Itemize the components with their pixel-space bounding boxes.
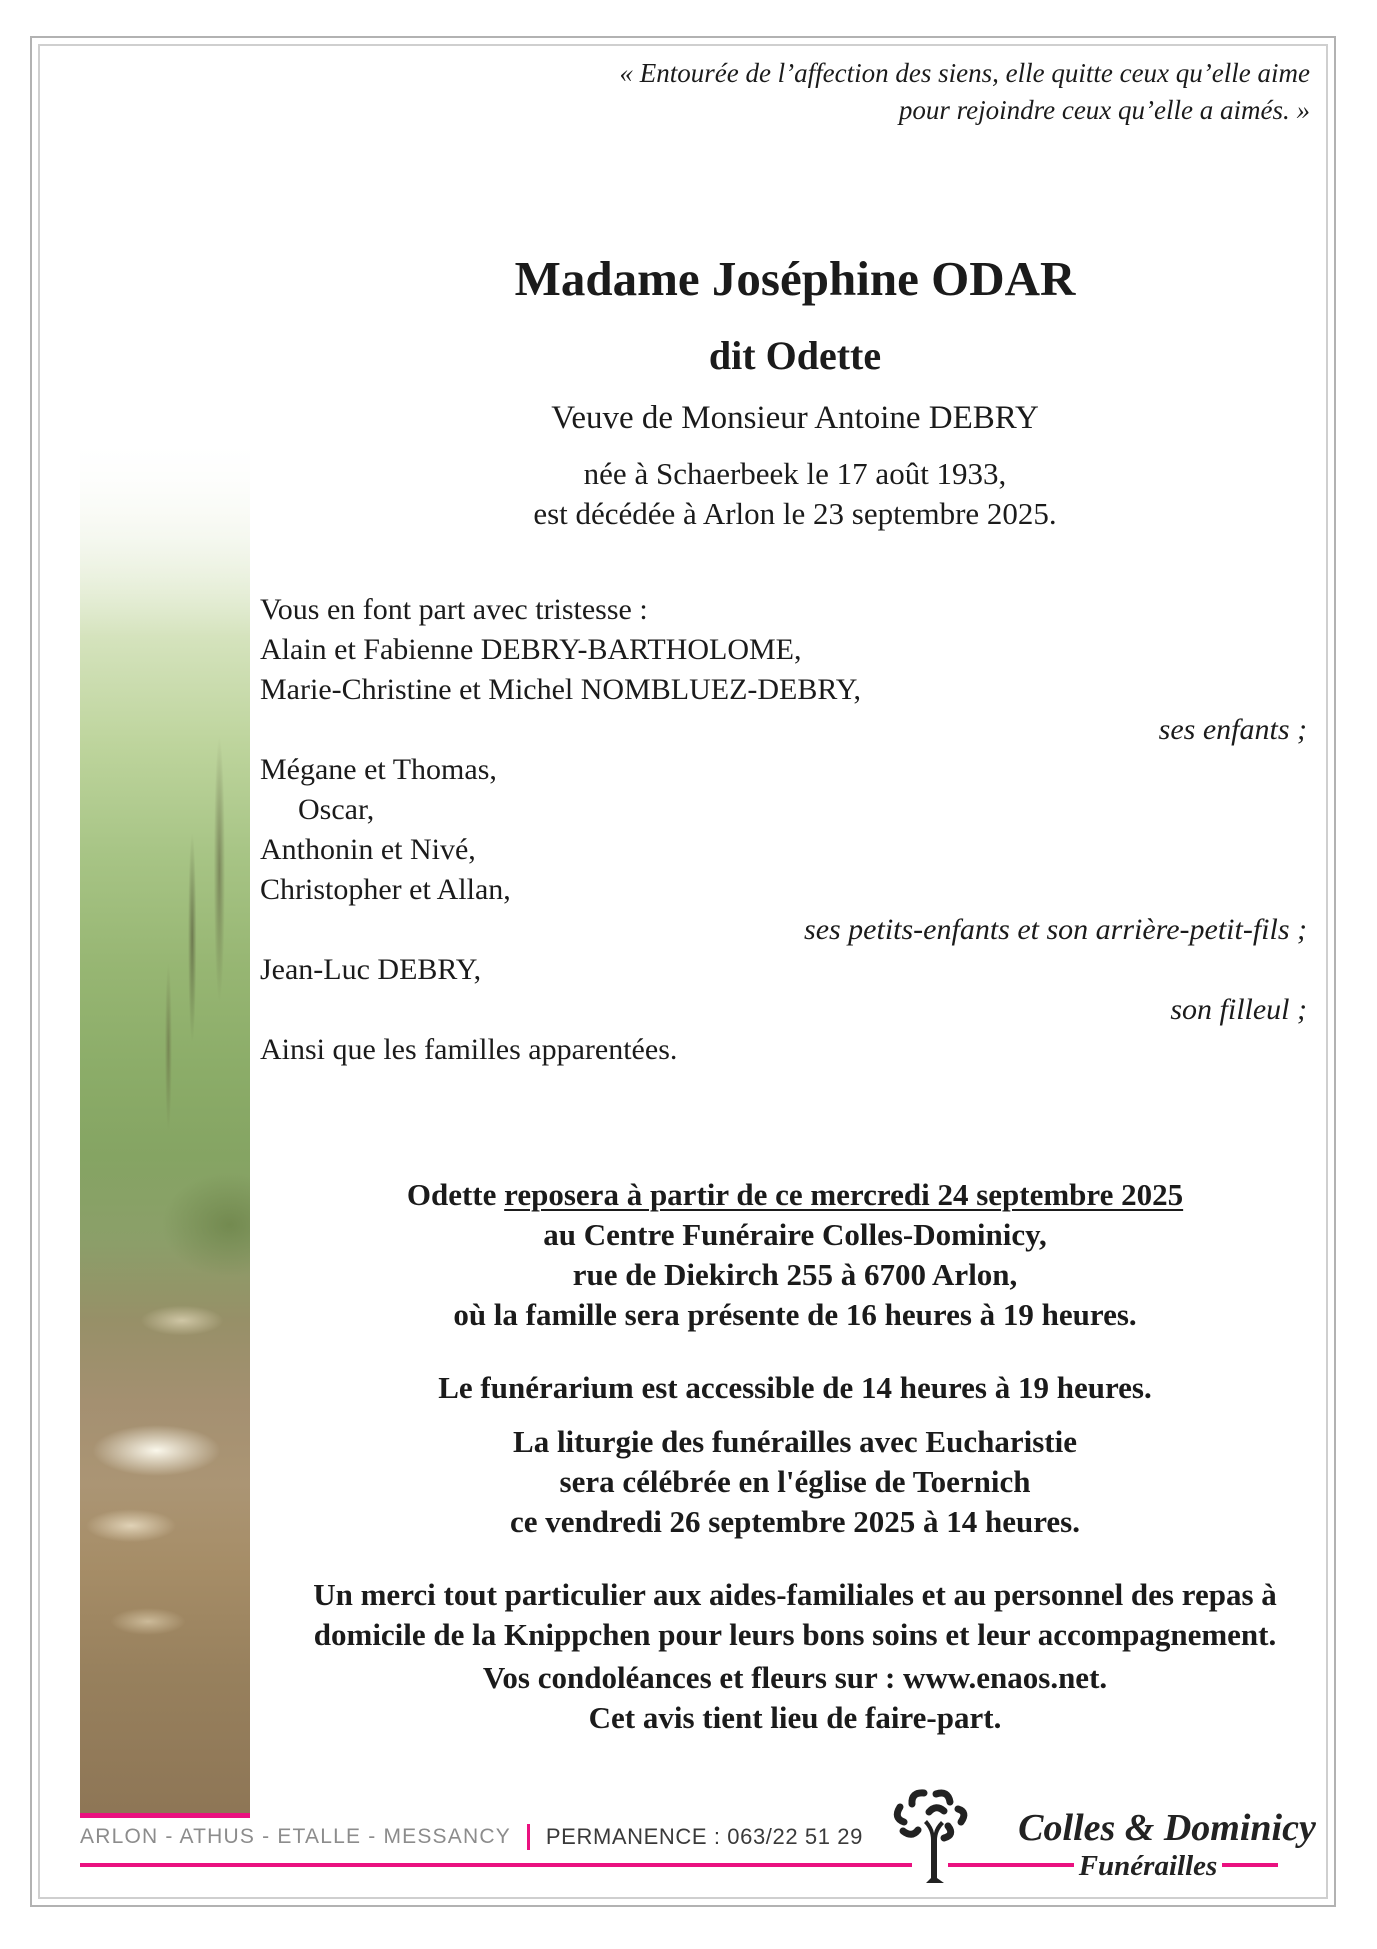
repose-line-3: rue de Diekirch 255 à 6700 Arlon, bbox=[572, 1257, 1018, 1292]
funerarium-line: Le funérarium est accessible de 14 heures à 19 heures. bbox=[438, 1370, 1152, 1405]
liturgy-line-3: ce vendredi 26 septembre 2025 à 14 heures. bbox=[509, 1504, 1080, 1539]
notice-block bbox=[250, 1698, 1340, 1738]
family-child: Alain et Fabienne DEBRY-BARTHOLOME, bbox=[260, 633, 802, 666]
family-child: Marie-Christine et Michel NOMBLUEZ-DEBRY, bbox=[260, 673, 862, 706]
repose-line-1 bbox=[250, 1175, 1340, 1215]
photo-accent-underline bbox=[80, 1813, 250, 1818]
children-label: ses enfants ; bbox=[1158, 713, 1307, 746]
thanks-line-2: domicile de la Knippchen pour leurs bons soins et leur accompagnement. bbox=[313, 1617, 1277, 1652]
family-grandchild: Oscar, bbox=[298, 793, 375, 826]
birth-line: née à Schaerbeek le 17 août 1933, bbox=[583, 456, 1007, 491]
footer-locations: ARLON - ATHUS - ETALLE - MESSANCY bbox=[80, 1825, 511, 1848]
death-line: est décédée à Arlon le 23 septembre 2025. bbox=[533, 496, 1057, 531]
godson-label: son filleul ; bbox=[1170, 993, 1307, 1026]
brand-name: Colles & Dominicy bbox=[1018, 1807, 1316, 1849]
repose-date-underlined: reposera à partir de ce mercredi 24 septembre 2025 bbox=[504, 1177, 1184, 1212]
family-godson: Jean-Luc DEBRY, bbox=[260, 953, 482, 986]
family-intro: Vous en font part avec tristesse : bbox=[260, 593, 648, 626]
family-section bbox=[260, 590, 1307, 1070]
condolences-block bbox=[250, 1658, 1340, 1698]
footer-permanence: PERMANENCE : 063/22 51 29 bbox=[545, 1824, 863, 1849]
related-families-line: Ainsi que les familles apparentées. bbox=[260, 1033, 678, 1066]
condolences-line: Vos condoléances et fleurs sur : www.enaos.net. bbox=[482, 1660, 1108, 1695]
thanks-line-1: Un merci tout particulier aux aides-familiales et au personnel des repas à bbox=[313, 1577, 1277, 1612]
repose-line-4: où la famille sera présente de 16 heures à 19 heures. bbox=[453, 1297, 1137, 1332]
brand-subtitle: Funérailles bbox=[1078, 1850, 1218, 1882]
family-grandchild: Mégane et Thomas, bbox=[260, 753, 497, 786]
thanks-block bbox=[250, 1575, 1340, 1655]
tree-icon bbox=[882, 1784, 986, 1884]
funerarium-block bbox=[250, 1368, 1340, 1408]
notice-line: Cet avis tient lieu de faire-part. bbox=[588, 1700, 1002, 1735]
footer-divider bbox=[527, 1824, 530, 1850]
brand-rule-left bbox=[80, 1863, 912, 1867]
liturgy-line-2: sera célébrée en l'église de Toernich bbox=[559, 1464, 1031, 1499]
widow-of-line: Veuve de Monsieur Antoine DEBRY bbox=[551, 400, 1039, 436]
brand-rule-dash bbox=[1222, 1863, 1278, 1867]
forest-path-photo bbox=[80, 445, 250, 1813]
quote-line-2: pour rejoindre ceux qu’elle a aimés. » bbox=[898, 95, 1310, 125]
repose-line-2: au Centre Funéraire Colles-Dominicy, bbox=[543, 1217, 1047, 1252]
deceased-nickname: dit Odette bbox=[708, 333, 882, 378]
deceased-name: Madame Joséphine ODAR bbox=[514, 251, 1076, 306]
quote-line-1: « Entourée de l’affection des siens, elle quitte ceux qu’elle aime bbox=[619, 58, 1310, 88]
liturgy-block bbox=[250, 1422, 1340, 1542]
memorial-quote bbox=[619, 55, 1310, 129]
grandchildren-label: ses petits-enfants et son arrière-petit-fils ; bbox=[804, 913, 1307, 946]
family-grandchild: Christopher et Allan, bbox=[260, 873, 511, 906]
footer-contact bbox=[80, 1824, 863, 1850]
liturgy-line-1: La liturgie des funérailles avec Eucharistie bbox=[513, 1424, 1077, 1459]
family-grandchild: Anthonin et Nivé, bbox=[260, 833, 476, 866]
repose-block bbox=[250, 1175, 1340, 1335]
repose-prefix: Odette bbox=[406, 1177, 505, 1212]
